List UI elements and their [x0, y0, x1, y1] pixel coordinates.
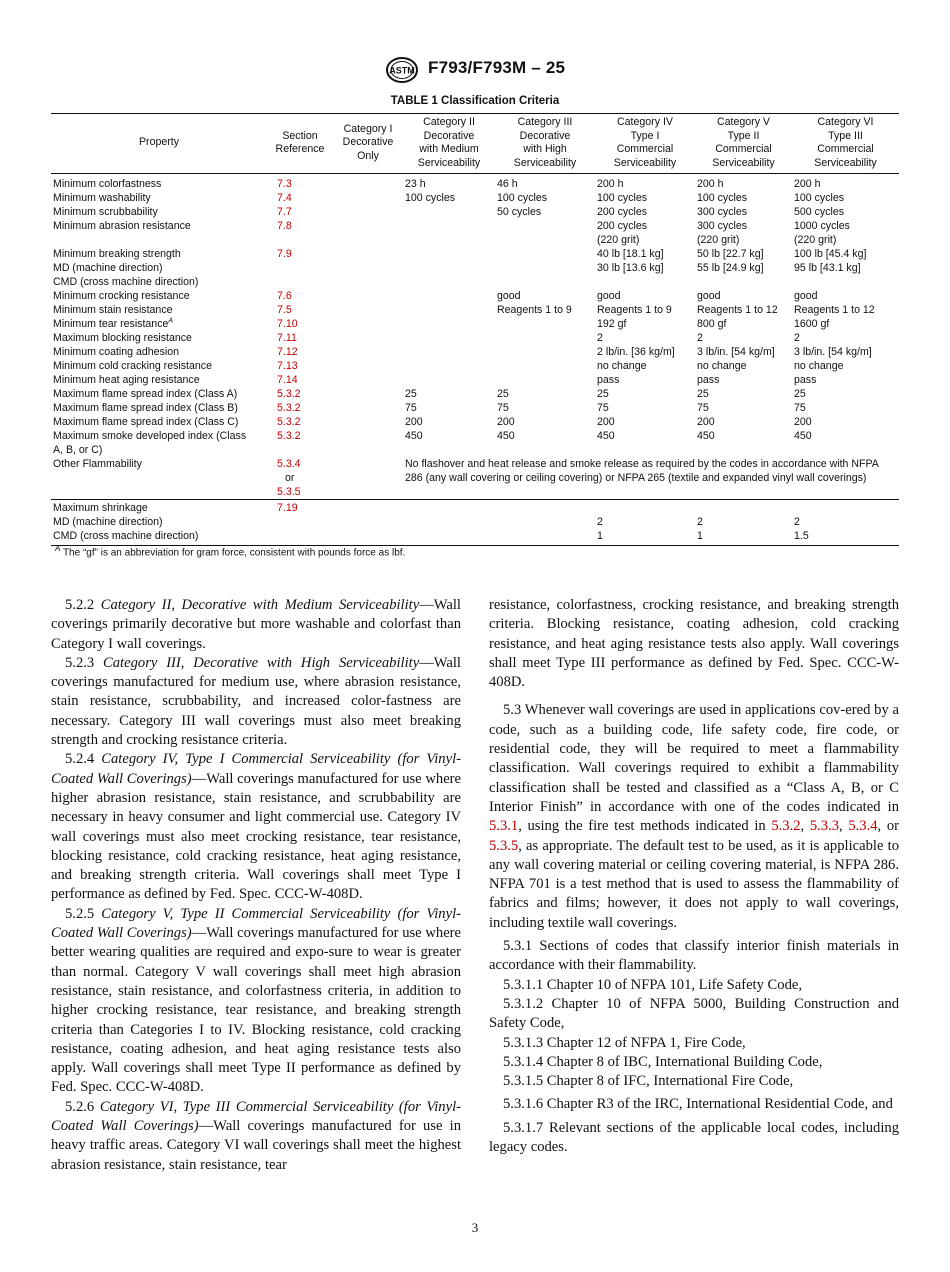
- flammability-requirement: No flashover and heat release and smoke release as required by the codes in accordance with NFPA 286 (any wall covering or ceiling covering) or NFPA 265 (textile and expanded vinyl wall coverings): [405, 458, 879, 485]
- value-cell: 500 cycles: [794, 206, 845, 219]
- para-5-2-4: 5.2.4 Category IV, Type I Commercial Serviceability (for Vinyl-Coated Wall Coverings)—Wall coverings manufactured for use where higher abrasion resistance, stain resistance, and scrubbability are necessary in heavy consumer and light commercial use. Category IV wall coverings must also meet crocking resistance, tear resistance, blocking resistance, cold cracking resistance, heat aging resistance, and breaking strength criteria. Wall coverings shall meet Type I performance as defined by Fed. Spec. CCC-W-408D.: [51, 751, 462, 903]
- table-row: [51, 415, 899, 429]
- value-cell: pass: [794, 374, 817, 387]
- value-cell: [333, 457, 403, 500]
- value-cell: 1.5: [792, 529, 899, 546]
- value-cell: 40 lb [18.1 kg] 30 lb [13.6 kg]: [597, 248, 664, 275]
- column-header: Category IV Type I Commercial Serviceability: [613, 116, 677, 169]
- value-cell: Reagents 1 to 9: [497, 304, 572, 317]
- value-cell: [495, 345, 595, 359]
- property-cell: Minimum colorfastness: [53, 178, 162, 191]
- column-header: Category V Type II Commercial Serviceability: [712, 116, 775, 169]
- property-cell: Other Flammability: [53, 458, 142, 471]
- para-5-2-2: 5.2.2 Category II, Decorative with Medium Serviceability—Wall coverings primarily decorative but more washable and colorfast than Category I wall coverings.: [51, 597, 461, 652]
- link-5-3-4[interactable]: 5.3.4: [848, 818, 878, 835]
- table-row: [51, 219, 899, 247]
- value-cell: [403, 205, 495, 219]
- value-cell: 25: [794, 388, 806, 401]
- property-cell: Maximum blocking resistance: [53, 332, 192, 345]
- value-cell: 200 cycles (220 grit): [597, 220, 648, 247]
- value-cell: 25: [597, 388, 609, 401]
- value-cell: 1: [595, 529, 695, 546]
- or-label: or: [285, 472, 295, 485]
- table-row: [51, 191, 899, 205]
- table-row: [51, 429, 899, 457]
- value-cell: 50 cycles: [497, 206, 542, 219]
- column-header: Category I Decorative Only: [342, 122, 394, 162]
- section-reference-link[interactable]: 7.12: [277, 346, 298, 359]
- para-5-2-3: 5.2.3 Category III, Decorative with High Serviceability—Wall coverings manufactured for medium use, where abrasion resistance, stain resistance, scrubbability, and increased color-fastness are necessary. Category III wall coverings must also meet breaking strength and crocking resistance criteria.: [51, 654, 461, 749]
- value-cell: [333, 331, 403, 345]
- table-row: [51, 205, 899, 219]
- value-cell: no change: [697, 360, 747, 373]
- para-5-2-6: 5.2.6 Category VI, Type III Commercial Serviceability (for Vinyl-Coated Wall Coverings)—Wall coverings manufactured for use in heavy traffic areas. Category VI wall coverings shall meet the highest abrasion resistance, stain resistance, tear: [51, 1098, 461, 1173]
- footnote-ref: A: [168, 317, 174, 325]
- value-cell: 2: [597, 332, 603, 345]
- document-id: F793/F793M – 25: [428, 58, 566, 77]
- footnote-mark: A: [55, 544, 61, 553]
- value-cell: no change: [597, 360, 647, 373]
- value-cell: 1000 cycles (220 grit): [794, 220, 850, 247]
- value-cell: 450: [597, 430, 615, 443]
- property-cell: Minimum stain resistance: [53, 304, 173, 317]
- property-cell: Minimum scrubbability: [53, 206, 158, 219]
- column-header: Category VI Type III Commercial Serviceability: [814, 116, 877, 169]
- value-cell: good: [794, 290, 818, 303]
- table-row: [51, 303, 899, 317]
- para-5-3-1-2: 5.3.1.2 Chapter 10 of NFPA 5000, Building Construction and Safety Code,: [489, 995, 899, 1032]
- para-5-3-1-5: 5.3.1.5 Chapter 8 of IFC, International Fire Code,: [503, 1073, 794, 1090]
- right-text-column: [489, 596, 899, 1157]
- value-cell: [403, 331, 495, 345]
- value-cell: [495, 373, 595, 387]
- para-5-3: 5.3 Whenever wall coverings are used in applications cov-ered by a code, such as a building code, life safety code, fire code, or residential code, they will be required to meet a flammability classification. Wall coverings required to exhibit a flammability classification shall be tested and classified as a “Class A, B, or C Interior Finish” in accordance with one of the codes indicated in 5.3.1, using the fire test methods indicated in 5.3.2, 5.3.3, 5.3.4, or 5.3.5, as appropriate. The default test to be used, as it is applicable to any wall covering material or ceiling covering material, is NFPA 286. NFPA 701 is a test method that is used to assess the flammability of fabrics and films; however, it does not apply to wall coverings, including textile wall coverings.: [489, 702, 899, 931]
- para-5-3-1-3: 5.3.1.3 Chapter 12 of NFPA 1, Fire Code,: [503, 1034, 746, 1051]
- value-cell: Reagents 1 to 12: [697, 304, 778, 317]
- value-cell: [403, 303, 495, 317]
- value-cell: pass: [697, 374, 720, 387]
- property-cell: Minimum abrasion resistance: [53, 220, 191, 233]
- value-cell: [333, 401, 403, 415]
- table-row: [51, 345, 899, 359]
- footnote-text: The “gf” is an abbreviation for gram force, consistent with pounds force as lbf.: [60, 547, 406, 559]
- table-body: [51, 174, 899, 546]
- value-cell: [403, 247, 495, 289]
- section-reference-link[interactable]: 7.6: [277, 290, 292, 303]
- table-row: [51, 387, 899, 401]
- value-cell: [333, 373, 403, 387]
- value-cell: 100 cycles: [794, 192, 845, 205]
- value-cell: 450: [497, 430, 515, 443]
- value-cell: 75: [697, 402, 709, 415]
- value-cell: [403, 373, 495, 387]
- property-cell: Maximum shrinkage: [51, 500, 267, 516]
- value-cell: 200: [697, 416, 715, 429]
- link-5-3-5[interactable]: 5.3.5: [489, 837, 519, 854]
- link-5-3-2[interactable]: 5.3.2: [771, 818, 801, 835]
- table-row-other-flammability: [51, 457, 899, 500]
- value-cell: no change: [794, 360, 844, 373]
- para-5-3-1-4: 5.3.1.4 Chapter 8 of IBC, International Building Code,: [503, 1053, 823, 1070]
- table-header-row: [51, 114, 899, 174]
- page-number: 3: [471, 1220, 479, 1235]
- section-reference-link[interactable]: 7.14: [277, 374, 298, 387]
- link-5-3-1[interactable]: 5.3.1: [489, 818, 519, 835]
- table-row-shrinkage: [51, 500, 899, 516]
- value-cell: 50 lb [22.7 kg] 55 lb [24.9 kg]: [697, 248, 764, 275]
- value-cell: 75: [497, 402, 509, 415]
- table-row: [51, 289, 899, 303]
- table-footnote: [55, 544, 405, 558]
- table-row: [51, 247, 899, 289]
- value-cell: [333, 345, 403, 359]
- table-row: [51, 373, 899, 387]
- value-cell: 75: [597, 402, 609, 415]
- value-cell: [495, 219, 595, 247]
- value-cell: [403, 359, 495, 373]
- value-cell: [333, 219, 403, 247]
- value-cell: 100 cycles: [597, 192, 648, 205]
- section-reference-link[interactable]: 7.4: [277, 192, 292, 205]
- property-cell: Minimum heat aging resistance: [53, 374, 200, 387]
- para-5-3-1-1: 5.3.1.1 Chapter 10 of NFPA 101, Life Safety Code,: [503, 976, 803, 993]
- value-cell: [333, 317, 403, 331]
- value-cell: good: [497, 290, 521, 303]
- value-cell: [403, 345, 495, 359]
- para-5-3-1: 5.3.1 Sections of codes that classify interior finish materials in accordance with their flammability.: [489, 938, 899, 974]
- page-header: [0, 56, 950, 82]
- property-cell: CMD (cross machine direction): [51, 529, 267, 546]
- value-cell: Reagents 1 to 9: [597, 304, 672, 317]
- section-reference-link[interactable]: 5.3.5: [277, 486, 301, 499]
- property-cell: Maximum flame spread index (Class B): [53, 402, 238, 415]
- value-cell: [403, 219, 495, 247]
- value-cell: 2: [597, 516, 603, 529]
- classification-table: [51, 113, 899, 546]
- value-cell: 200 h: [794, 178, 821, 191]
- section-reference-link[interactable]: 7.8: [277, 220, 292, 233]
- section-reference-link[interactable]: 7.19: [267, 500, 333, 516]
- table-row: [51, 174, 899, 192]
- section-reference-link[interactable]: 7.13: [277, 360, 298, 373]
- link-5-3-3[interactable]: 5.3.3: [809, 818, 840, 835]
- value-cell: Reagents 1 to 12: [794, 304, 875, 317]
- value-cell: [333, 303, 403, 317]
- property-cell: Minimum cold cracking resistance: [53, 360, 212, 373]
- value-cell: [495, 247, 595, 289]
- property-cell: MD (machine direction): [53, 516, 163, 529]
- property-cell: Minimum crocking resistance: [53, 290, 190, 303]
- value-cell: [333, 289, 403, 303]
- value-cell: 200 h: [697, 178, 724, 191]
- value-cell: [495, 359, 595, 373]
- section-reference-link[interactable]: 7.10: [277, 318, 298, 331]
- section-reference-link[interactable]: 7.9: [277, 248, 292, 261]
- section-reference-cell: [267, 457, 333, 500]
- column-header: Section Reference: [275, 129, 325, 156]
- column-header: Property: [138, 136, 180, 149]
- value-cell: 1: [695, 529, 792, 546]
- table-title: TABLE 1 Classification Criteria: [390, 95, 560, 107]
- section-reference-link[interactable]: 5.3.2: [277, 402, 301, 415]
- table-row: [51, 317, 899, 331]
- value-cell: 46 h: [497, 178, 518, 191]
- property-cell: Minimum washability: [53, 192, 151, 205]
- value-cell: 200 cycles: [597, 206, 648, 219]
- value-cell: 2: [794, 516, 800, 529]
- value-cell: 200 h: [597, 178, 624, 191]
- value-cell: 23 h: [405, 178, 426, 191]
- left-text-column: [51, 596, 461, 1175]
- section-reference-link[interactable]: 7.7: [277, 206, 292, 219]
- property-cell: Maximum flame spread index (Class A): [53, 388, 238, 401]
- value-cell: 450: [794, 430, 812, 443]
- value-cell: 100 cycles: [697, 192, 748, 205]
- value-cell: pass: [597, 374, 620, 387]
- value-cell: 2 lb/in. [36 kg/m]: [597, 346, 675, 359]
- property-cell: Minimum breaking strength MD (machine direction) CMD (cross machine direction): [53, 248, 199, 289]
- value-cell: 75: [405, 402, 417, 415]
- value-cell: 3 lb/in. [54 kg/m]: [794, 346, 872, 359]
- value-cell: 100 cycles: [405, 192, 456, 205]
- property-cell: Minimum coating adhesion: [53, 346, 180, 359]
- value-cell: 450: [697, 430, 715, 443]
- para-5-2-5: 5.2.5 Category V, Type II Commercial Serviceability (for Vinyl-Coated Wall Coverings)—Wall coverings manufactured for use where better wearing qualities are required and expo-sure to wear is greater than normal. Category V wall coverings shall meet high abrasion resistance, stain resistance, and colorfastness criteria, in addition to higher crocking resistance, tear resistance, and breaking strength criteria than Categories I to IV. Blocking resistance, cold cracking resistance, coating adhesion, and heat aging resistance tests also apply. Wall coverings shall meet Type II performance as defined by Fed. Spec. CCC-W-408D.: [51, 905, 462, 1096]
- property-cell: Maximum flame spread index (Class C): [53, 416, 239, 429]
- value-cell: 2: [697, 516, 703, 529]
- value-cell: [495, 331, 595, 345]
- value-cell: 25: [697, 388, 709, 401]
- value-cell: [333, 191, 403, 205]
- section-reference-link[interactable]: 7.3: [277, 178, 292, 191]
- value-cell: 75: [794, 402, 806, 415]
- value-cell: 192 gf: [597, 318, 627, 331]
- value-cell: 300 cycles (220 grit): [697, 220, 748, 247]
- astm-logo-icon: [384, 56, 420, 84]
- value-cell: 2: [697, 332, 703, 345]
- logo-text: ASTM: [389, 65, 415, 76]
- value-cell: good: [597, 290, 621, 303]
- section-reference-link[interactable]: 7.11: [277, 332, 297, 345]
- column-header: Category II Decorative with Medium Serviceability: [417, 116, 481, 169]
- para-5-3-1-7: 5.3.1.7 Relevant sections of the applicable local codes, including legacy codes.: [489, 1119, 899, 1156]
- para-5-2-6-continued: resistance, colorfastness, crocking resistance, and breaking strength criteria. Blocking resistance, coating adhesion, cold cracking resistance, and heat aging resistance tests also apply. Wall coverings shall meet Type III performance as defined by Fed. Spec. CCC-W-408D.: [489, 597, 899, 691]
- value-cell: 25: [497, 388, 509, 401]
- value-cell: [333, 247, 403, 289]
- value-cell: 1600 gf: [794, 318, 830, 331]
- value-cell: [333, 359, 403, 373]
- value-cell: 200: [597, 416, 615, 429]
- para-5-3-1-6: 5.3.1.6 Chapter R3 of the IRC, International Residential Code, and: [503, 1096, 893, 1113]
- value-cell: 200: [405, 416, 423, 429]
- value-cell: 3 lb/in. [54 kg/m]: [697, 346, 775, 359]
- table-row: [51, 401, 899, 415]
- value-cell: 200: [497, 416, 515, 429]
- section-reference-link[interactable]: 5.3.2: [277, 430, 301, 443]
- value-cell: 200: [794, 416, 812, 429]
- section-reference-link[interactable]: 5.3.2: [277, 388, 301, 401]
- value-cell: 2: [794, 332, 800, 345]
- value-cell: [403, 289, 495, 303]
- value-cell: 800 gf: [697, 318, 727, 331]
- section-reference-link[interactable]: 5.3.4: [277, 458, 301, 471]
- value-cell: 450: [405, 430, 423, 443]
- value-cell: [333, 387, 403, 401]
- value-cell: [333, 205, 403, 219]
- value-cell: 25: [405, 388, 417, 401]
- section-reference-link[interactable]: 7.5: [277, 304, 292, 317]
- value-cell: 100 lb [45.4 kg] 95 lb [43.1 kg]: [794, 248, 867, 275]
- value-cell: 100 cycles: [497, 192, 548, 205]
- value-cell: good: [697, 290, 721, 303]
- property-cell: Minimum tear resistance$^A$: [53, 317, 174, 331]
- table-row: [51, 331, 899, 345]
- table-row: [51, 359, 899, 373]
- section-reference-link[interactable]: 5.3.2: [277, 416, 301, 429]
- property-cell: Maximum smoke developed index (Class A, B, or C): [53, 430, 247, 457]
- value-cell: [495, 317, 595, 331]
- value-cell: [333, 415, 403, 429]
- value-cell: [403, 317, 495, 331]
- value-cell: [333, 429, 403, 457]
- value-cell: [333, 174, 403, 192]
- value-cell: 300 cycles: [697, 206, 748, 219]
- table-row-shrinkage-md: [51, 515, 899, 529]
- column-header: Category III Decorative with High Serviceability: [513, 116, 577, 169]
